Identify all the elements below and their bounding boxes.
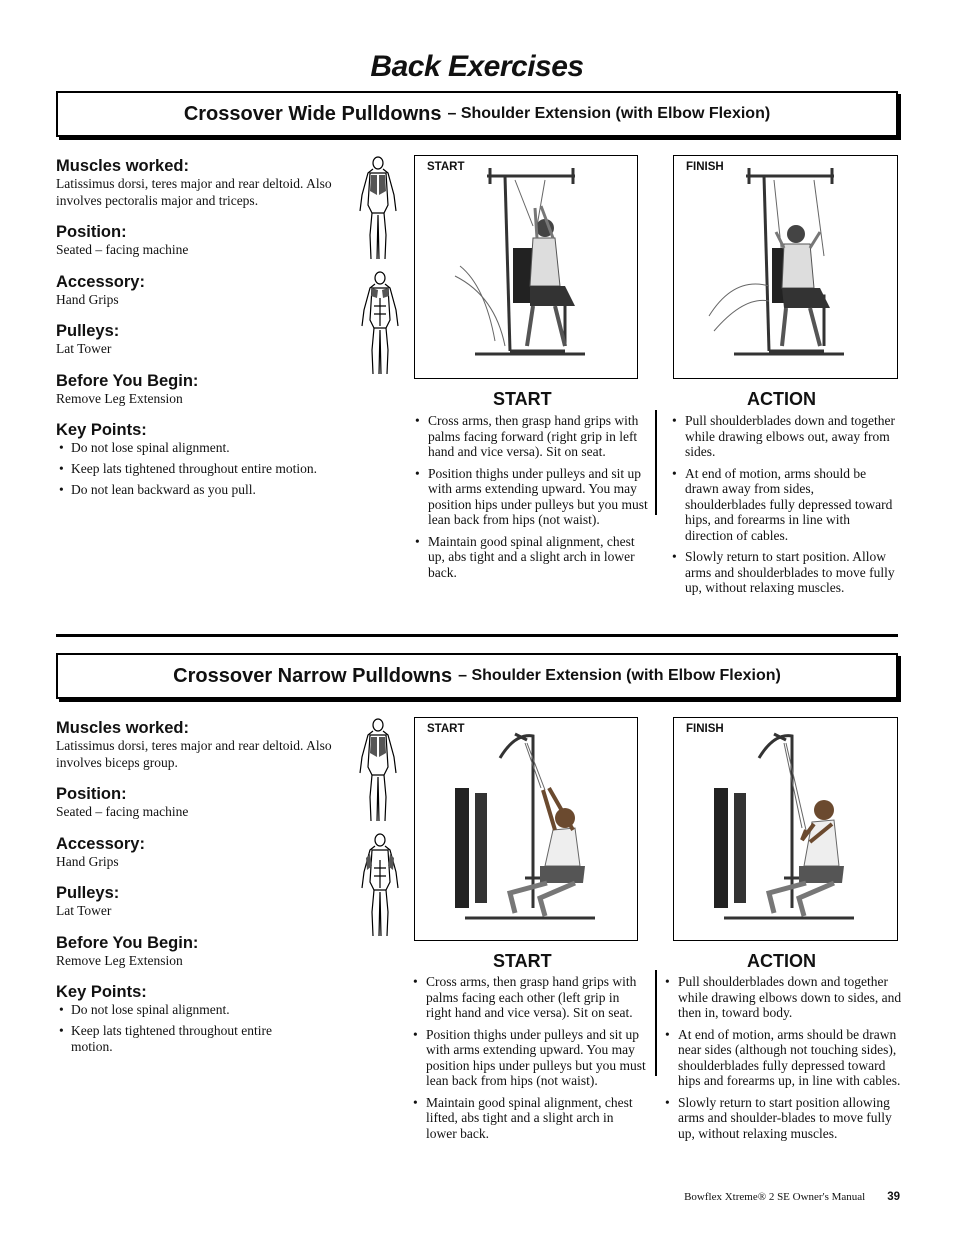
start-photo [414,717,638,941]
before-label: Before You Begin: [56,933,199,952]
finish-photo [673,717,898,941]
anatomy-front-figure [358,832,402,940]
section-subtitle: – Shoulder Extension (with Elbow Flexion) [447,105,771,122]
pulleys-label: Pulleys: [56,884,120,902]
section-title: Crossover Wide Pulldowns [183,102,442,125]
start-steps-list [412,974,647,1147]
step-item: • Position thighs under pulleys and sit up with arms extending upward. You may position hips under pulleys but you must lean back from hips (not waist). [414,466,649,528]
action-steps-list [664,974,904,1147]
machine-illustration [674,718,897,940]
step-item: • Maintain good spinal alignment, chest up, abs tight and a slight arch in lower back. [414,534,649,581]
photo-tag: FINISH [686,161,724,173]
pulleys-label: Pulleys: [56,322,120,340]
position-text: Seated – facing machine [56,804,189,819]
start-photo [414,155,638,379]
section-subtitle: – Shoulder Extension (with Elbow Flexion) [458,667,781,684]
muscles-text: Latissimus dorsi, teres major and rear deltoid. Also involves biceps group. [56,738,332,770]
machine-illustration [674,156,897,378]
keypoints-list [56,440,336,498]
accessory-text: Hand Grips [56,291,119,307]
anatomy-front-figure [358,270,402,378]
photo-tag: START [427,723,465,735]
anatomy-back-figure [356,717,400,825]
step-item: • Slowly return to start position. Allow arms and shoulderblades to move fully up, without relaxing muscles. [671,549,896,596]
before-text: Remove Leg Extension [56,952,183,968]
step-item: • At end of motion, arms should be drawn away from sides, shoulderblades fully depressed toward hips, and forearms in line with direction of cables. [671,466,896,544]
before-label: Before You Begin: [56,371,199,390]
action-steps-list [671,413,896,602]
machine-illustration [415,718,637,940]
step-item: • Position thighs under pulleys and sit up with arms extending upward. You may position hips under pulleys but you must lean back from hips (not waist). [412,1027,647,1089]
step-item: • Slowly return to start position allowing arms and shoulder-blades to move fully up, without relaxing muscles. [664,1095,904,1142]
keypoints-list [56,1002,296,1055]
page-number: 39 [887,1191,900,1203]
keypoint-item: • Keep lats tightened throughout entire motion. [56,1023,296,1055]
column-divider [655,970,657,1076]
accessory-label: Accessory: [56,834,145,853]
keypoint-item: • Do not lose spinal alignment. [56,1002,296,1018]
step-item: • Pull shoulderblades down and together while drawing elbows down to sides, and then in, toward body. [664,974,904,1021]
column-divider [655,410,657,515]
muscles-label: Muscles worked: [56,719,189,737]
step-item: • Maintain good spinal alignment, chest lifted, abs tight and a slight arch in lower back. [412,1095,647,1142]
keypoint-item: • Do not lean backward as you pull. [56,482,336,498]
accessory-label: Accessory: [56,272,145,291]
action-heading: ACTION [747,951,816,971]
step-item: • Cross arms, then grasp hand grips with palms facing forward (right grip in left hand and vice versa). Sit on seat. [414,413,649,460]
section-header-wide-pulldowns [56,91,898,137]
position-label: Position: [56,785,127,803]
section-title: Crossover Narrow Pulldowns [173,664,453,687]
start-heading: START [493,389,552,409]
exercise-info-wide [56,156,336,503]
photo-tag: FINISH [686,723,724,735]
muscles-label: Muscles worked: [56,157,189,175]
position-label: Position: [56,223,127,241]
start-heading: START [493,951,552,971]
pulleys-text: Lat Tower [56,903,112,918]
muscles-text: Latissimus dorsi, teres major and rear deltoid. Also involves pectoralis major and triceps. [56,176,332,208]
before-text: Remove Leg Extension [56,390,183,406]
section-header-narrow-pulldowns [56,653,898,699]
photo-tag: START [427,161,465,173]
page-footer [684,1191,900,1203]
exercise-info-narrow [56,718,336,1060]
keypoints-label: Key Points: [56,983,147,1001]
finish-photo [673,155,898,379]
keypoint-item: • Do not lose spinal alignment. [56,440,336,456]
machine-illustration [415,156,637,378]
manual-name: Bowflex Xtreme® 2 SE Owner's Manual [684,1191,866,1203]
keypoints-label: Key Points: [56,421,147,439]
step-item: • At end of motion, arms should be drawn near sides (although not touching sides), shoulderblades fully depressed toward hips and forearms up, in line with cables. [664,1027,904,1089]
start-steps-list [414,413,649,586]
anatomy-back-figure [356,155,400,263]
position-text: Seated – facing machine [56,242,189,257]
keypoint-item: • Keep lats tightened throughout entire motion. [56,461,336,477]
action-heading: ACTION [747,389,816,409]
step-item: • Pull shoulderblades down and together while drawing elbows out, away from sides. [671,413,896,460]
accessory-text: Hand Grips [56,853,119,869]
pulleys-text: Lat Tower [56,341,112,356]
step-item: • Cross arms, then grasp hand grips with palms facing each other (left grip in right hand and vice versa). Sit on seat. [412,974,647,1021]
page-title: Back Exercises [370,50,584,83]
section-divider [56,634,898,637]
